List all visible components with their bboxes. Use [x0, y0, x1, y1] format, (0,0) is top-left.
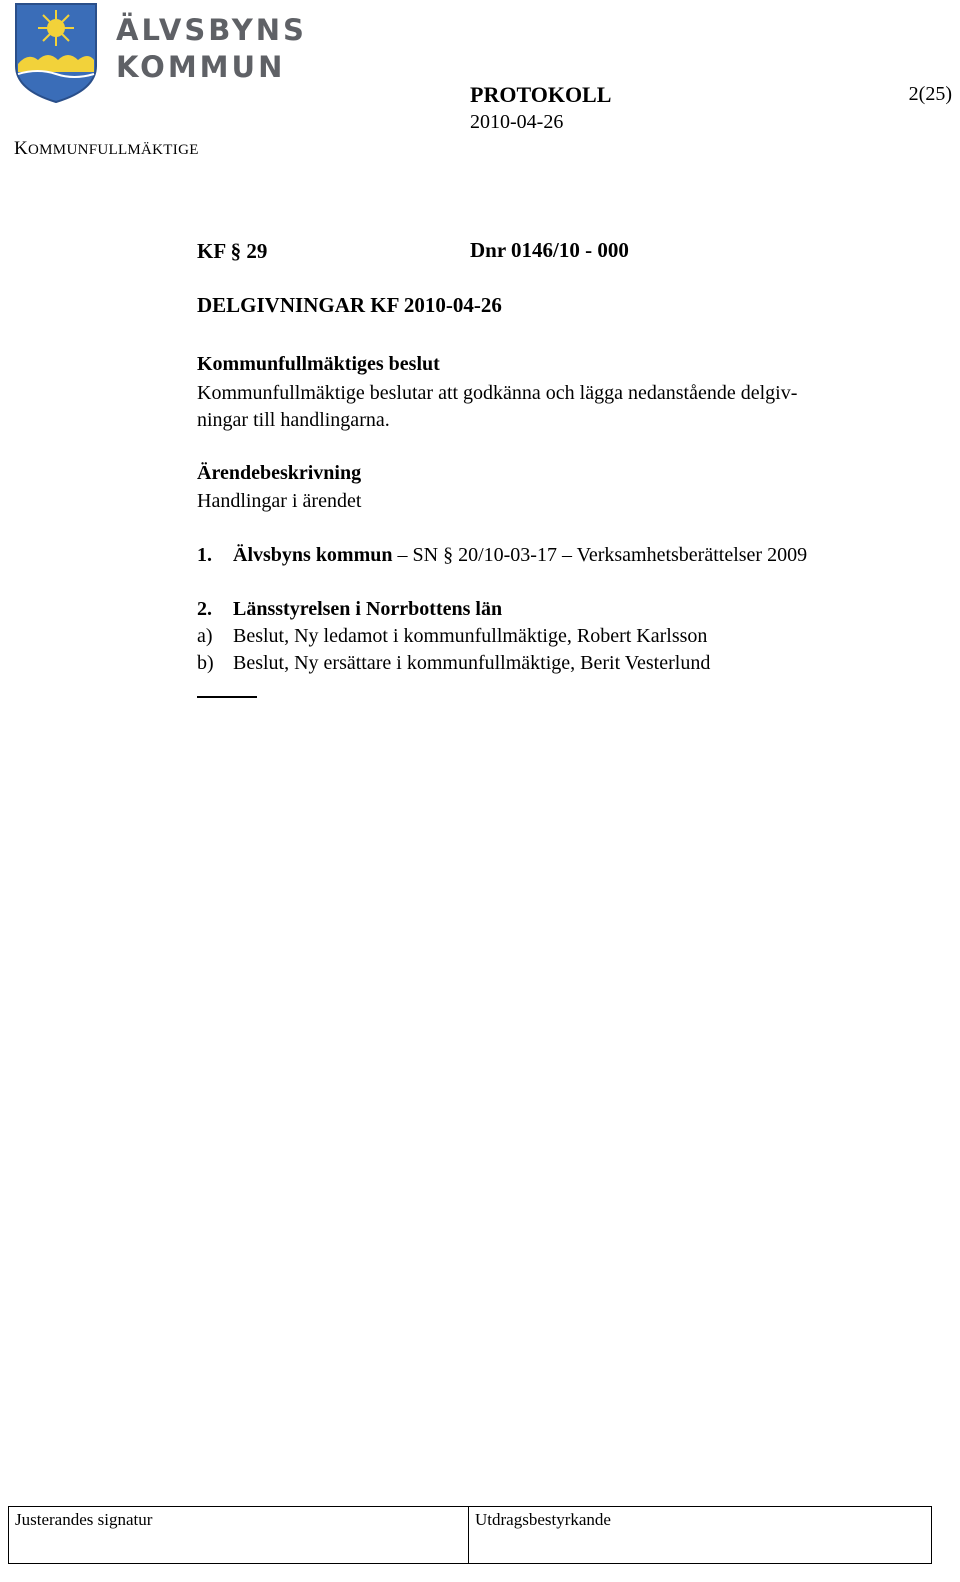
list-item-organisation: Länsstyrelsen i Norrbottens län — [233, 598, 503, 620]
sub-item-text: Beslut, Ny ersättare i kommunfullmäktige, Berit Vesterlund — [233, 652, 711, 674]
sub-item-b — [197, 650, 897, 677]
end-rule — [197, 696, 257, 698]
municipality-coat-of-arms-icon — [14, 2, 98, 104]
kf-paragraph-number: KF § 29 — [197, 239, 268, 263]
list-item-title: Verksamhetsberättelser 2009 — [576, 544, 808, 566]
list-item-2 — [197, 596, 897, 623]
brand-wordmark — [116, 12, 307, 86]
separator: – — [556, 544, 577, 566]
sub-item-label: a) — [197, 625, 213, 647]
department-name — [14, 138, 199, 160]
list-item-reference: SN § 20/10-03-17 — [412, 544, 557, 566]
department-rest: OMMUNFULLMÄKTIGE — [28, 142, 199, 158]
sub-item-text: Beslut, Ny ledamot i kommunfullmäktige, Robert Karlsson — [233, 625, 708, 647]
list-item-number: 2. — [197, 598, 212, 620]
department-initial: K — [14, 138, 29, 159]
document-type: PROTOKOLL — [470, 82, 612, 107]
list-item-1 — [197, 542, 897, 569]
separator: – — [392, 544, 413, 566]
signature-footer — [8, 1506, 932, 1564]
sub-item-a — [197, 623, 897, 650]
description-heading: Ärendebeskrivning — [197, 462, 362, 484]
brand-line-2: KOMMUN — [116, 50, 286, 84]
decision-heading: Kommunfullmäktiges beslut — [197, 353, 440, 375]
document-date: 2010-04-26 — [470, 111, 564, 133]
description-text: Handlingar i ärendet — [197, 490, 362, 512]
footer-certification-cell: Utdragsbestyrkande — [475, 1510, 611, 1529]
list-item-number: 1. — [197, 544, 212, 566]
list-item-organisation: Älvsbyns kommun — [233, 544, 393, 566]
case-title: DELGIVNINGAR KF 2010-04-26 — [197, 293, 502, 317]
footer-signature-cell: Justerandes signatur — [9, 1507, 469, 1563]
page-number: 2(25) — [908, 83, 952, 105]
sub-item-label: b) — [197, 652, 214, 674]
decision-text — [197, 380, 907, 434]
diary-number: Dnr 0146/10 - 000 — [470, 238, 629, 262]
brand-line-1: ÄLVSBYNS — [116, 13, 307, 47]
decision-text-line-2: ningar till handlingarna. — [197, 409, 390, 431]
decision-text-line-1: Kommunfullmäktige beslutar att godkänna och lägga nedanstående delgiv- — [197, 382, 798, 404]
